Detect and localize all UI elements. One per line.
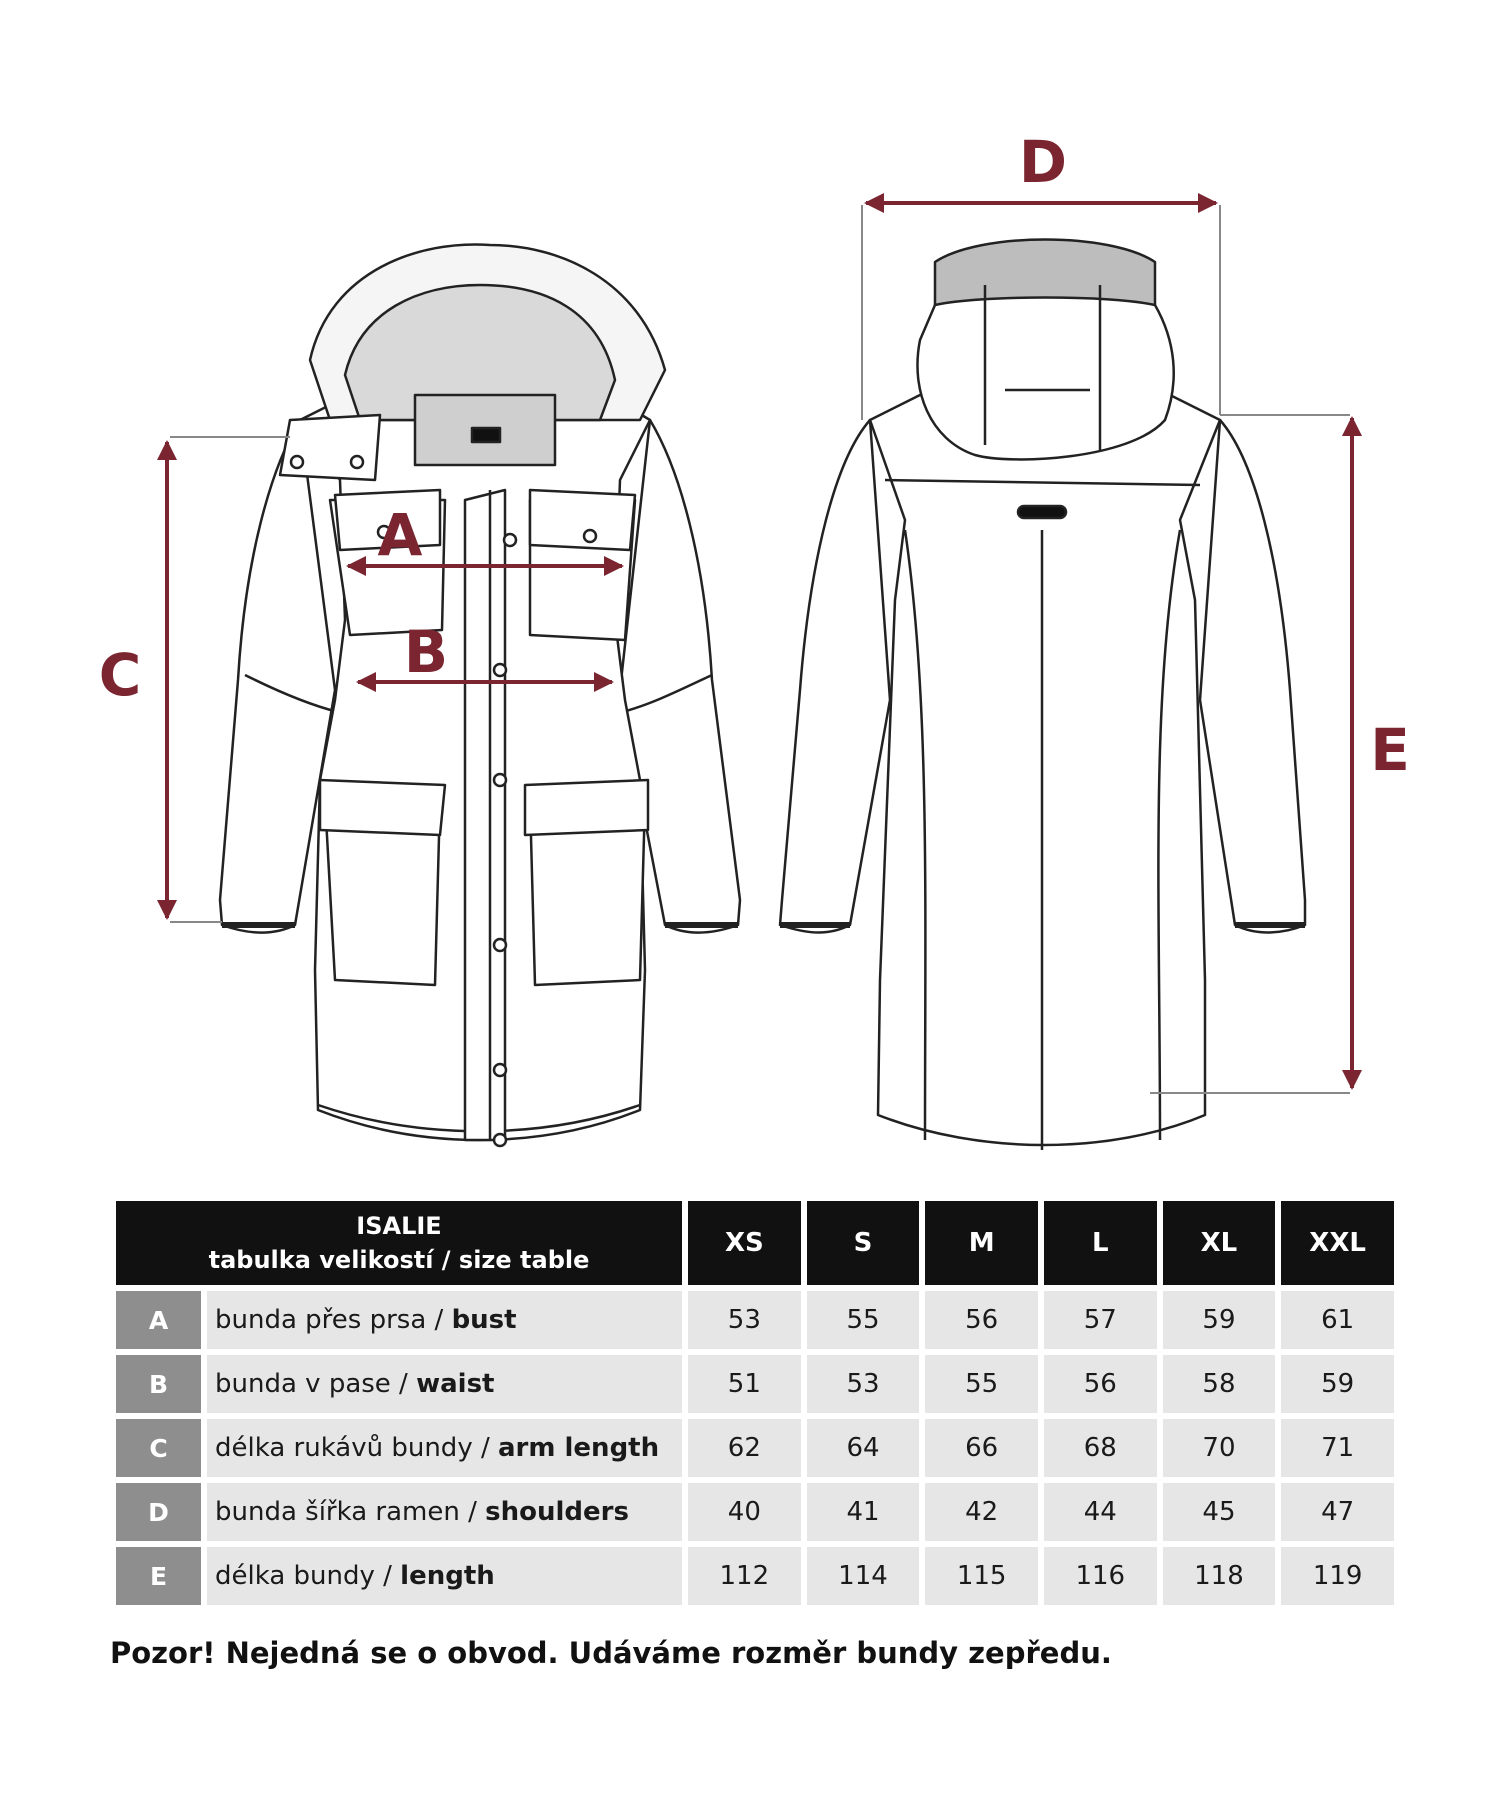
measurement-value: 55 (807, 1291, 920, 1349)
measurement-value: 66 (925, 1419, 1038, 1477)
size-header: XS (688, 1201, 801, 1285)
measurement-value: 41 (807, 1483, 920, 1541)
label-b: B (403, 618, 449, 686)
measurement-value: 53 (807, 1355, 920, 1413)
size-header: S (807, 1201, 920, 1285)
measurement-value: 68 (1044, 1419, 1157, 1477)
size-header: XXL (1281, 1201, 1394, 1285)
label-a: A (377, 501, 423, 569)
measurement-value: 114 (807, 1547, 920, 1605)
description-czech: bunda šířka ramen / (215, 1497, 486, 1527)
measurement-value: 71 (1281, 1419, 1394, 1477)
measurement-value: 56 (1044, 1355, 1157, 1413)
table-row (116, 1547, 1394, 1605)
description-english: length (400, 1561, 495, 1591)
description-czech: délka rukávů bundy / (215, 1433, 498, 1463)
row-description (207, 1355, 682, 1413)
disclaimer-note: Pozor! Nejedná se o obvod. Udáváme rozměr bundy zepředu. (110, 1636, 1112, 1670)
description-english: bust (451, 1305, 517, 1335)
measurement-value: 70 (1163, 1419, 1276, 1477)
description-czech: bunda v pase / (215, 1369, 417, 1399)
row-letter: E (116, 1547, 201, 1605)
description-english: waist (416, 1369, 495, 1399)
measurement-value: 59 (1163, 1291, 1276, 1349)
label-e: E (1370, 716, 1410, 784)
measurement-value: 56 (925, 1291, 1038, 1349)
measurement-value: 61 (1281, 1291, 1394, 1349)
measurement-value: 118 (1163, 1547, 1276, 1605)
table-row (116, 1355, 1394, 1413)
measurement-value: 62 (688, 1419, 801, 1477)
table-row (116, 1291, 1394, 1349)
measurement-value: 51 (688, 1355, 801, 1413)
size-table (110, 1195, 1400, 1611)
measurement-value: 53 (688, 1291, 801, 1349)
table-row (116, 1483, 1394, 1541)
measurement-value: 115 (925, 1547, 1038, 1605)
table-title: ISALIE (356, 1212, 442, 1240)
measurement-value: 57 (1044, 1291, 1157, 1349)
row-description (207, 1419, 682, 1477)
table-subtitle: tabulka velikostí / size table (208, 1246, 590, 1274)
label-c: C (98, 641, 142, 709)
row-letter: C (116, 1419, 201, 1477)
measurement-value: 55 (925, 1355, 1038, 1413)
description-czech: bunda přes prsa / (215, 1305, 452, 1335)
row-description (207, 1547, 682, 1605)
table-row (116, 1419, 1394, 1477)
size-table-header (116, 1201, 1394, 1285)
size-header: L (1044, 1201, 1157, 1285)
row-description (207, 1483, 682, 1541)
measurement-value: 44 (1044, 1483, 1157, 1541)
front-jacket-drawing (220, 244, 740, 1146)
row-letter: B (116, 1355, 201, 1413)
row-letter: A (116, 1291, 201, 1349)
size-header: XL (1163, 1201, 1276, 1285)
table-title-cell (116, 1201, 682, 1285)
back-jacket-drawing (780, 240, 1305, 1151)
label-d: D (1018, 128, 1068, 196)
measurement-value: 119 (1281, 1547, 1394, 1605)
measurement-value: 45 (1163, 1483, 1276, 1541)
size-header: M (925, 1201, 1038, 1285)
measurement-value: 59 (1281, 1355, 1394, 1413)
measurement-value: 116 (1044, 1547, 1157, 1605)
description-czech: délka bundy / (215, 1561, 401, 1591)
measurement-value: 40 (688, 1483, 801, 1541)
measurement-value: 58 (1163, 1355, 1276, 1413)
measurement-value: 64 (807, 1419, 920, 1477)
measurement-value: 42 (925, 1483, 1038, 1541)
row-description (207, 1291, 682, 1349)
row-letter: D (116, 1483, 201, 1541)
description-english: arm length (498, 1433, 660, 1463)
description-english: shoulders (485, 1497, 629, 1527)
measurement-value: 112 (688, 1547, 801, 1605)
measurement-value: 47 (1281, 1483, 1394, 1541)
